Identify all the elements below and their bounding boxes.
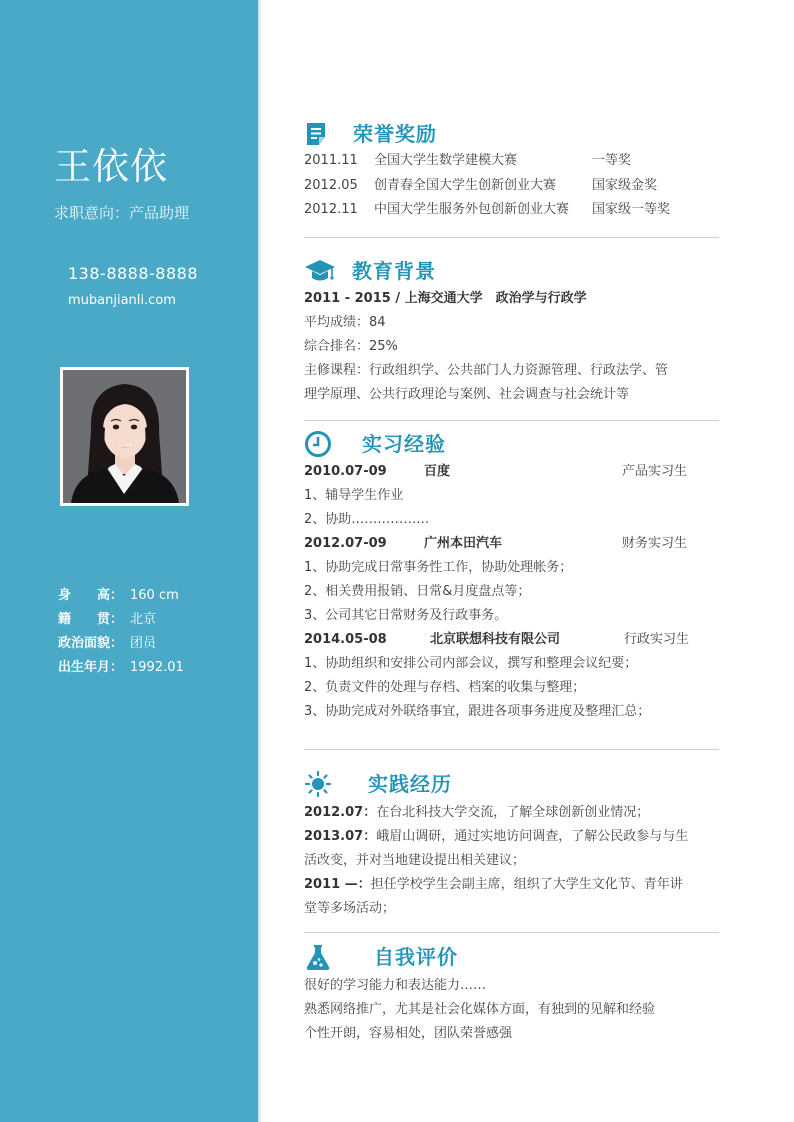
section-title: 教育背景 xyxy=(352,259,436,283)
job-role: 产品实习生 xyxy=(622,464,688,479)
info-value: 160 cm xyxy=(130,588,179,603)
job-duty: 1、协助组织和安排公司内部会议，撰写和整理会议纪要； xyxy=(304,656,638,671)
practice-date: 2012.07： xyxy=(304,805,377,820)
section-divider xyxy=(304,749,719,750)
phone-number: 138-8888-8888 xyxy=(68,264,199,283)
section-title: 实习经验 xyxy=(362,432,446,456)
section-title: 荣誉奖励 xyxy=(353,122,437,146)
section-self-eval-header xyxy=(304,941,720,971)
practice-text: 峨眉山调研，通过实地访问调查，了解公民政参与与生 xyxy=(376,829,689,844)
job-header xyxy=(304,534,720,554)
honor-date: 2011.11 xyxy=(304,153,358,168)
practice-line xyxy=(304,875,683,895)
education-courses: 理学原理、公共行政理论与案例、社会调查与社会统计等 xyxy=(304,387,630,402)
honor-name: 创青春全国大学生创新创业大赛 xyxy=(374,178,557,193)
section-divider xyxy=(304,420,719,421)
sidebar xyxy=(0,0,258,1122)
info-row-political xyxy=(58,632,248,656)
education-rank: 综合排名：25% xyxy=(304,339,398,354)
clock-icon xyxy=(304,430,332,458)
job-role: 行政实习生 xyxy=(624,632,690,647)
job-duty: 2、相关费用报销、日常&月度盘点等； xyxy=(304,584,531,599)
section-title: 自我评价 xyxy=(374,945,458,969)
practice-line xyxy=(304,803,649,823)
job-header xyxy=(304,630,720,650)
job-duty: 1、辅导学生作业 xyxy=(304,488,404,503)
practice-line xyxy=(304,899,395,919)
honor-row xyxy=(304,200,720,220)
practice-text: 在台北科技大学交流，了解全球创新创业情况； xyxy=(376,805,650,820)
education-gpa: 平均成绩：84 xyxy=(304,315,386,330)
education-heading: 2011 - 2015 / 上海交通大学 政治学与行政学 xyxy=(304,291,587,306)
job-company: 北京联想科技有限公司 xyxy=(430,632,561,647)
info-label: 政治面貌： xyxy=(58,636,124,651)
practice-date: 2011 —： xyxy=(304,877,371,892)
candidate-name: 王依依 xyxy=(54,145,168,188)
document-icon xyxy=(304,120,332,148)
section-internship-header xyxy=(304,428,720,458)
section-divider xyxy=(304,237,719,238)
practice-text: 堂等多场活动； xyxy=(304,901,396,916)
info-label: 籍 贯： xyxy=(58,612,124,627)
education-courses: 主修课程：行政组织学、公共部门人力资源管理、行政法学、管 xyxy=(304,363,669,378)
honor-row xyxy=(304,176,720,196)
self-eval-line: 熟悉网络推广，尤其是社会化媒体方面，有独到的见解和经验 xyxy=(304,1002,656,1017)
info-value: 1992.01 xyxy=(130,660,184,675)
job-header xyxy=(304,462,720,482)
practice-date: 2013.07： xyxy=(304,829,377,844)
info-label: 身 高： xyxy=(58,588,124,603)
job-duty: 3、公司其它日常财务及行政事务。 xyxy=(304,608,508,623)
info-label: 出生年月： xyxy=(58,660,124,675)
flask-icon xyxy=(304,943,332,971)
honor-date: 2012.05 xyxy=(304,178,358,193)
sidebar-shadow xyxy=(258,0,262,1122)
practice-line xyxy=(304,851,525,871)
honor-row xyxy=(304,151,720,171)
section-divider xyxy=(304,932,719,933)
practice-text: 活改变，并对当地建设提出相关建议； xyxy=(304,853,526,868)
job-company: 广州本田汽车 xyxy=(424,536,503,551)
personal-info xyxy=(58,584,248,680)
info-row-height xyxy=(58,584,248,608)
job-date: 2012.07-09 xyxy=(304,536,387,551)
job-duty: 1、协助完成日常事务性工作，协助处理帐务； xyxy=(304,560,573,575)
profile-photo xyxy=(60,367,189,506)
portrait-image xyxy=(63,370,186,503)
info-value: 北京 xyxy=(130,612,157,627)
practice-line xyxy=(304,827,688,847)
graduation-cap-icon xyxy=(304,257,336,285)
job-duty: 2、负责文件的处理与存档、档案的收集与整理； xyxy=(304,680,586,695)
job-intent: 求职意向：产品助理 xyxy=(54,204,190,222)
practice-text: 担任学校学生会副主席，组织了大学生文化节、青年讲 xyxy=(370,877,683,892)
sun-icon xyxy=(304,770,332,798)
job-role: 财务实习生 xyxy=(622,536,688,551)
self-eval-line: 个性开朗，容易相处，团队荣誉感强 xyxy=(304,1026,513,1041)
job-company: 百度 xyxy=(424,464,451,479)
job-date: 2010.07-09 xyxy=(304,464,387,479)
honor-name: 中国大学生服务外包创新创业大赛 xyxy=(374,202,570,217)
job-duty: 3、协助完成对外联络事宜，跟进各项事务进度及整理汇总； xyxy=(304,704,651,719)
website: mubanjianli.com xyxy=(68,293,176,308)
section-honors-header xyxy=(304,118,720,148)
job-duty: 2、协助……………… xyxy=(304,512,430,527)
info-row-birth xyxy=(58,656,248,680)
section-practice-header xyxy=(304,768,720,798)
section-education-header xyxy=(304,255,720,285)
honor-name: 全国大学生数学建模大赛 xyxy=(374,153,518,168)
self-eval-line: 很好的学习能力和表达能力…… xyxy=(304,978,487,993)
section-title: 实践经历 xyxy=(368,772,452,796)
info-value: 团员 xyxy=(130,636,157,651)
info-row-hometown xyxy=(58,608,248,632)
honor-award: 一等奖 xyxy=(592,153,632,168)
honor-date: 2012.11 xyxy=(304,202,358,217)
job-date: 2014.05-08 xyxy=(304,632,387,647)
honor-award: 国家级金奖 xyxy=(592,178,658,193)
honor-award: 国家级一等奖 xyxy=(592,202,671,217)
